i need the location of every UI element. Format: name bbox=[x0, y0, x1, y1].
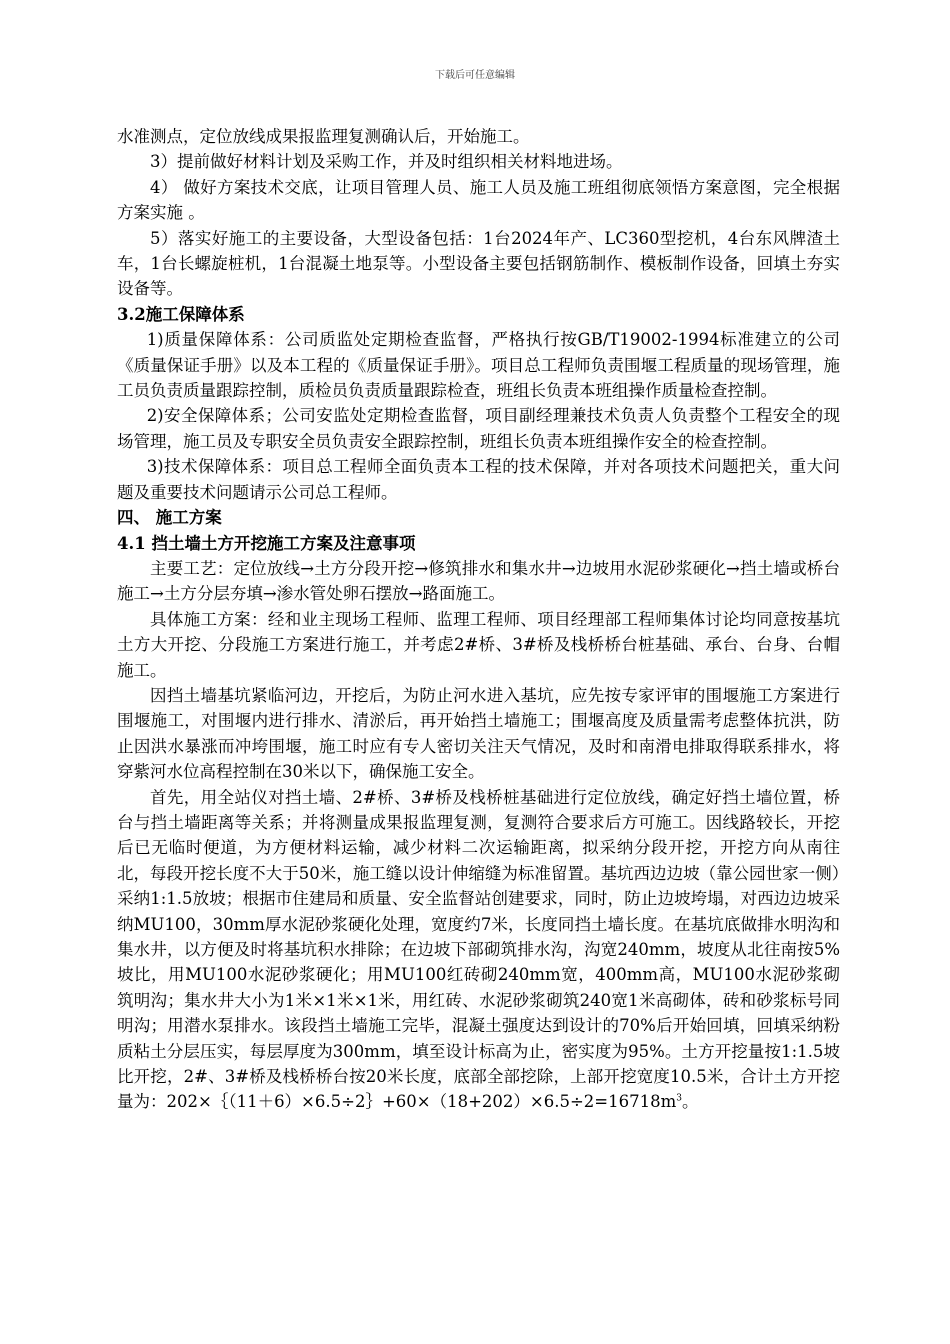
paragraph: 2)安全保障体系；公司安监处定期检查监督，项目副经理兼技术负责人负责整个工程安全的现场管理，施工员及专职安全员负责安全跟踪控制，班组长负责本班组操作安全的检查控制。 bbox=[117, 406, 840, 451]
paragraph: 具体施工方案：经和业主现场工程师、监理工程师、项目经理部工程师集体讨论均同意按基坑土方大开挖、分段施工方案进行施工，并考虑2#桥、3#桥及栈桥桥台桩基础、承台、台身、台帽施工。 bbox=[117, 609, 840, 680]
paragraph: 因挡土墙基坑紧临河边，开挖后，为防止河水进入基坑，应先按专家评审的围堰施工方案进行围堰施工，对围堰内进行排水、清淤后，再开始挡土墙施工；围堰高度及质量需考虑整体抗洪，防止因洪水暴涨而冲垮围堰，施工时应有专人密切关注天气情况，及时和南滑电排取得联系排水，将穿紫河水位高程控制在30米以下，确保施工安全。 bbox=[117, 685, 840, 782]
document-body bbox=[117, 124, 840, 1115]
paragraph: 3)技术保障体系：项目总工程师全面负责本工程的技术保障，并对各项技术问题把关，重大问题及重要技术问题请示公司总工程师。 bbox=[117, 457, 840, 502]
section-heading: 四、 施工方案 bbox=[117, 508, 222, 528]
paragraph-end: 。 bbox=[682, 1092, 699, 1112]
paragraph: 4） 做好方案技术交底，让项目管理人员、施工人员及施工班组彻底领悟方案意图，完全根据方案实施 。 bbox=[117, 177, 840, 223]
paragraph: 主要工艺：定位放线→土方分段开挖→修筑排水和集水井→边坡用水泥砂浆硬化→挡土墙或桥台施工→土方分层夯填→渗水管处卵石摆放→路面施工。 bbox=[117, 558, 840, 604]
paragraph: 水准测点，定位放线成果报监理复测确认后，开始施工。 bbox=[117, 127, 530, 146]
paragraph: 5）落实好施工的主要设备，大型设备包括：1台2024年产、LC360型挖机，4台东风牌渣土车，1台长螺旋桩机，1台混凝土地泵等。小型设备主要包括钢筋制作、模板制作设备，回填土夯实设备等。 bbox=[117, 228, 840, 299]
paragraph: 1)质量保障体系：公司质监处定期检查监督，严格执行按GB/T19002-1994标准建立的公司《质量保证手册》以及本工程的《质量保证手册》。项目总工程师负责围堰工程质量的现场管理，施工员负责质量跟踪控制，质检员负责质量跟踪检查，班组长负责本班组操作质量检查控制。 bbox=[117, 330, 840, 401]
paragraph: 3）提前做好材料计划及采购工作，并及时组织相关材料地进场。 bbox=[150, 152, 623, 172]
paragraph-text: 首先，用全站仪对挡土墙、2#桥、3#桥及栈桥桩基础进行定位放线，确定好挡土墙位置，桥台与挡土墙距离等关系；并将测量成果报监理复测，复测符合要求后方可施工。因线路较长，开挖后已无临时便道，为方便材料运输，减少材料二次运输距离，拟采纳分段开挖，开挖方向从南往北，每段开挖长度不大于50米，施工缝以设计伸缩缝为标准留置。基坑西边边坡（靠公园世家一侧）采纳1:1.5放坡；根据市住建局和质量、安全监督站创建要求，同时，防止边坡垮塌，对西边边坡采纳MU100，30mm厚水泥砂浆硬化处理，宽度约7米，长度同挡土墙长度。在基坑底做排水明沟和集水井，以方便及时将基坑积水排除；在边坡下部砌筑排水沟，沟宽240mm，坡度从北往南按5%坡比，用MU100水泥砂浆硬化；用MU100红砖砌240mm宽，400mm高，MU100水泥砂浆砌筑明沟；集水井大小为1米×1米×1米，用红砖、水泥砂浆砌筑240宽1米高砌体，砖和砂浆标号同明沟；用潜水泵排水。该段挡土墙施工完毕，混凝土强度达到设计的70%后开始回填，回填采纳粉质粘土分层压实，每层厚度为300mm，填至设计标高为止，密实度为95%。土方开挖量按1:1.5坡比开挖，2#、3#桥及栈桥桥台按20米长度，底部全部挖除，上部开挖宽度10.5米，合计土方开挖量为：202×｛（11＋6）×6.5÷2｝+60×（18+202）×6.5÷2=16718m bbox=[117, 787, 840, 1112]
section-heading: 3.2施工保障体系 bbox=[117, 304, 245, 324]
page-header: 下载后可任意编辑 bbox=[435, 70, 515, 81]
subsection-heading: 4.1 挡土墙土方开挖施工方案及注意事项 bbox=[117, 533, 416, 553]
superscript: 3 bbox=[676, 1093, 682, 1104]
paragraph bbox=[117, 785, 840, 1115]
